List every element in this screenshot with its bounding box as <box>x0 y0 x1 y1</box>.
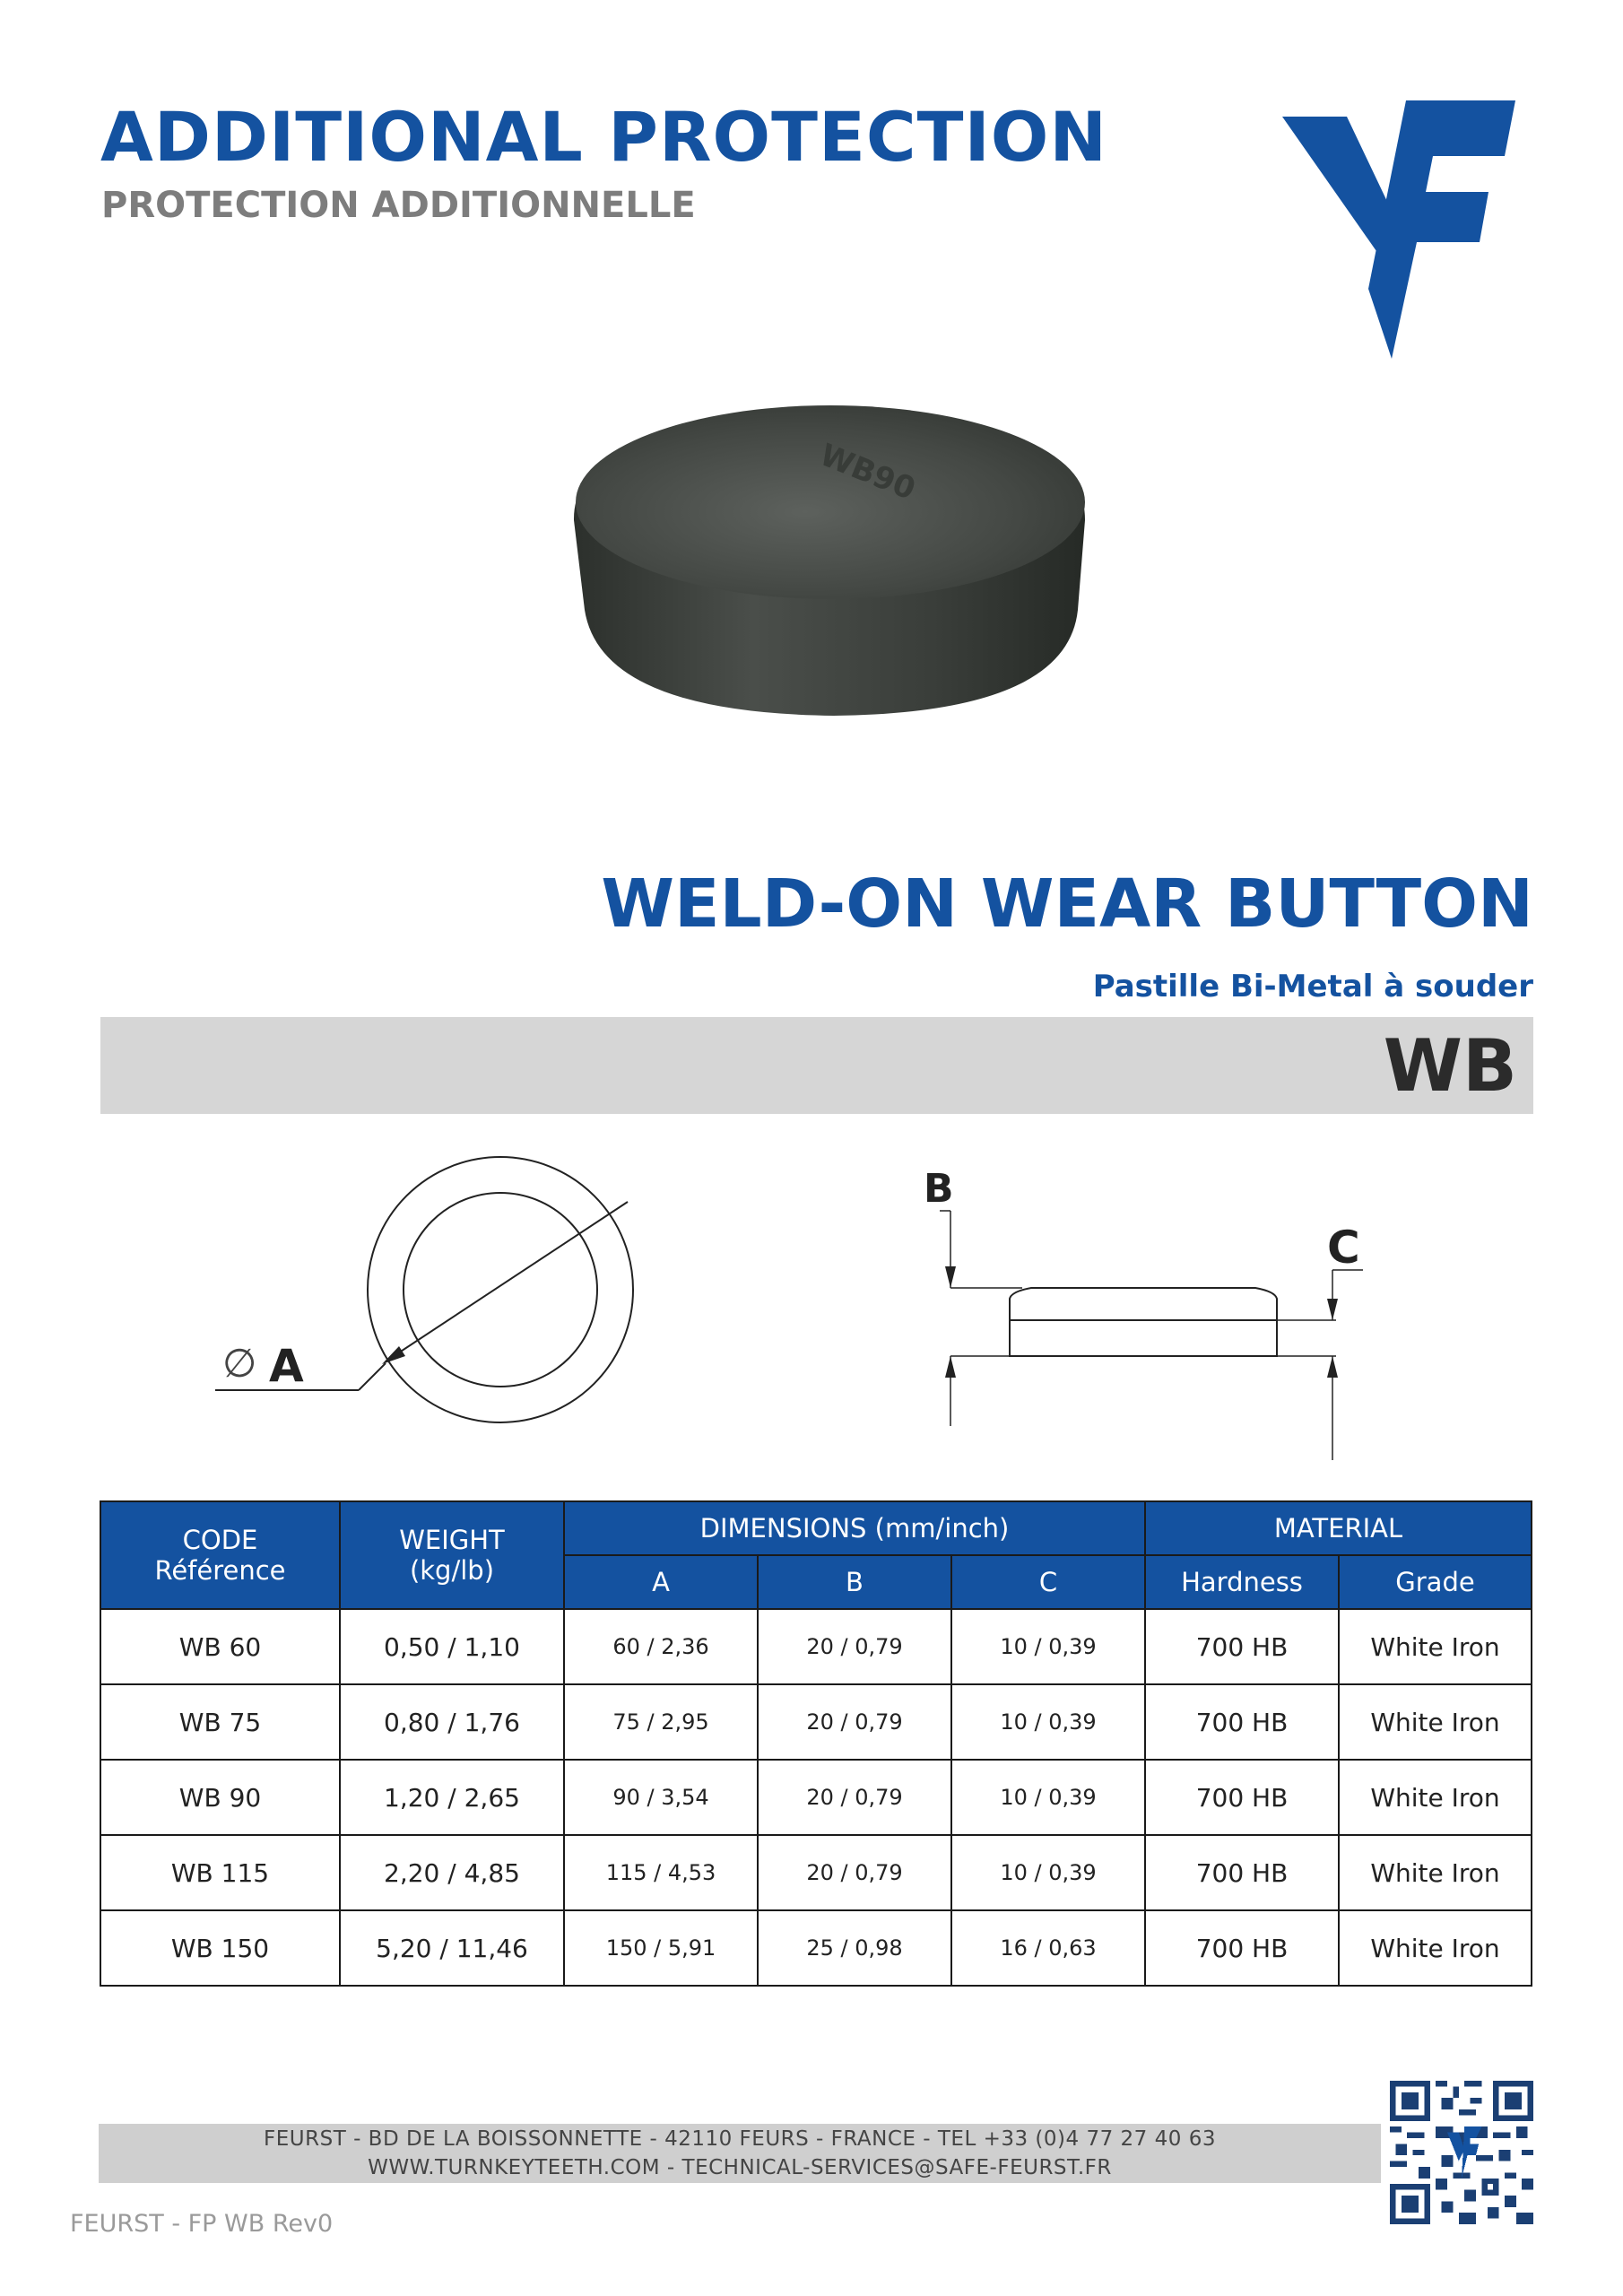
page-subtitle: PROTECTION ADDITIONNELLE <box>101 185 696 226</box>
top-view-drawing <box>206 1148 673 1444</box>
dimension-label-c: C <box>1327 1222 1360 1274</box>
table-row <box>100 1835 1532 1910</box>
cell-c: 16 / 0,63 <box>951 1910 1145 1986</box>
cell-hardness: 700 HB <box>1145 1835 1339 1910</box>
cell-grade: White Iron <box>1339 1609 1532 1684</box>
diameter-symbol: ∅ <box>222 1341 257 1387</box>
cell-c: 10 / 0,39 <box>951 1760 1145 1835</box>
product-code-band <box>100 1017 1533 1114</box>
header-weight <box>340 1501 564 1609</box>
dimension-label-b: B <box>924 1166 954 1212</box>
subheader-c: C <box>951 1555 1145 1609</box>
header-code-fr-label: Référence <box>154 1555 286 1586</box>
cell-grade: White Iron <box>1339 1760 1532 1835</box>
cell-grade: White Iron <box>1339 1684 1532 1760</box>
cell-code: WB 60 <box>100 1609 340 1684</box>
cell-b: 25 / 0,98 <box>758 1910 951 1986</box>
subheader-grade: Grade <box>1339 1555 1532 1609</box>
cell-code: WB 90 <box>100 1760 340 1835</box>
header-code <box>100 1501 340 1609</box>
side-view-drawing <box>897 1157 1399 1480</box>
cell-code: WB 115 <box>100 1835 340 1910</box>
cell-hardness: 700 HB <box>1145 1760 1339 1835</box>
header-dimensions: DIMENSIONS (mm/inch) <box>564 1501 1145 1555</box>
cell-a: 90 / 3,54 <box>564 1760 758 1835</box>
cell-weight: 0,50 / 1,10 <box>340 1609 564 1684</box>
cell-code: WB 75 <box>100 1684 340 1760</box>
cell-hardness: 700 HB <box>1145 1684 1339 1760</box>
cell-code: WB 150 <box>100 1910 340 1986</box>
cell-c: 10 / 0,39 <box>951 1835 1145 1910</box>
footer-contact: WWW.TURNKEYTEETH.COM - TECHNICAL-SERVICES@SAFE-FEURST.FR <box>368 2156 1112 2179</box>
cell-a: 60 / 2,36 <box>564 1609 758 1684</box>
header-weight-unit: (kg/lb) <box>409 1555 495 1586</box>
dimension-label-a: A <box>269 1340 304 1392</box>
spec-table <box>100 1500 1532 1987</box>
product-name: WELD-ON WEAR BUTTON <box>601 865 1533 943</box>
table-row <box>100 1910 1532 1986</box>
qr-code-icon[interactable] <box>1390 2081 1533 2224</box>
product-engraving: WB90 <box>814 437 921 508</box>
subheader-a: A <box>564 1555 758 1609</box>
cell-hardness: 700 HB <box>1145 1609 1339 1684</box>
cell-hardness: 700 HB <box>1145 1910 1339 1986</box>
feurst-logo <box>1282 100 1515 359</box>
subheader-hardness: Hardness <box>1145 1555 1339 1609</box>
table-row <box>100 1684 1532 1760</box>
subheader-b: B <box>758 1555 951 1609</box>
cell-a: 115 / 4,53 <box>564 1835 758 1910</box>
cell-weight: 5,20 / 11,46 <box>340 1910 564 1986</box>
footer-address: FEURST - BD DE LA BOISSONNETTE - 42110 FEURS - FRANCE - TEL +33 (0)4 77 27 40 63 <box>264 2127 1216 2151</box>
header-material: MATERIAL <box>1145 1501 1532 1555</box>
header-code-label: CODE <box>182 1525 258 1555</box>
table-row <box>100 1609 1532 1684</box>
cell-b: 20 / 0,79 <box>758 1609 951 1684</box>
cell-c: 10 / 0,39 <box>951 1684 1145 1760</box>
table-row <box>100 1760 1532 1835</box>
header-weight-label: WEIGHT <box>399 1525 505 1555</box>
cell-a: 150 / 5,91 <box>564 1910 758 1986</box>
cell-b: 20 / 0,79 <box>758 1684 951 1760</box>
product-subtitle: Pastille Bi-Metal à souder <box>1092 969 1533 1004</box>
cell-grade: White Iron <box>1339 1910 1532 1986</box>
cell-c: 10 / 0,39 <box>951 1609 1145 1684</box>
cell-weight: 2,20 / 4,85 <box>340 1835 564 1910</box>
cell-weight: 1,20 / 2,65 <box>340 1760 564 1835</box>
cell-grade: White Iron <box>1339 1835 1532 1910</box>
cell-b: 20 / 0,79 <box>758 1835 951 1910</box>
page-title: ADDITIONAL PROTECTION <box>100 97 1107 177</box>
cell-b: 20 / 0,79 <box>758 1760 951 1835</box>
cell-weight: 0,80 / 1,76 <box>340 1684 564 1760</box>
document-reference: FEURST - FP WB Rev0 <box>70 2210 334 2238</box>
product-image <box>565 386 1103 735</box>
cell-a: 75 / 2,95 <box>564 1684 758 1760</box>
product-code: WB <box>1383 1024 1517 1108</box>
